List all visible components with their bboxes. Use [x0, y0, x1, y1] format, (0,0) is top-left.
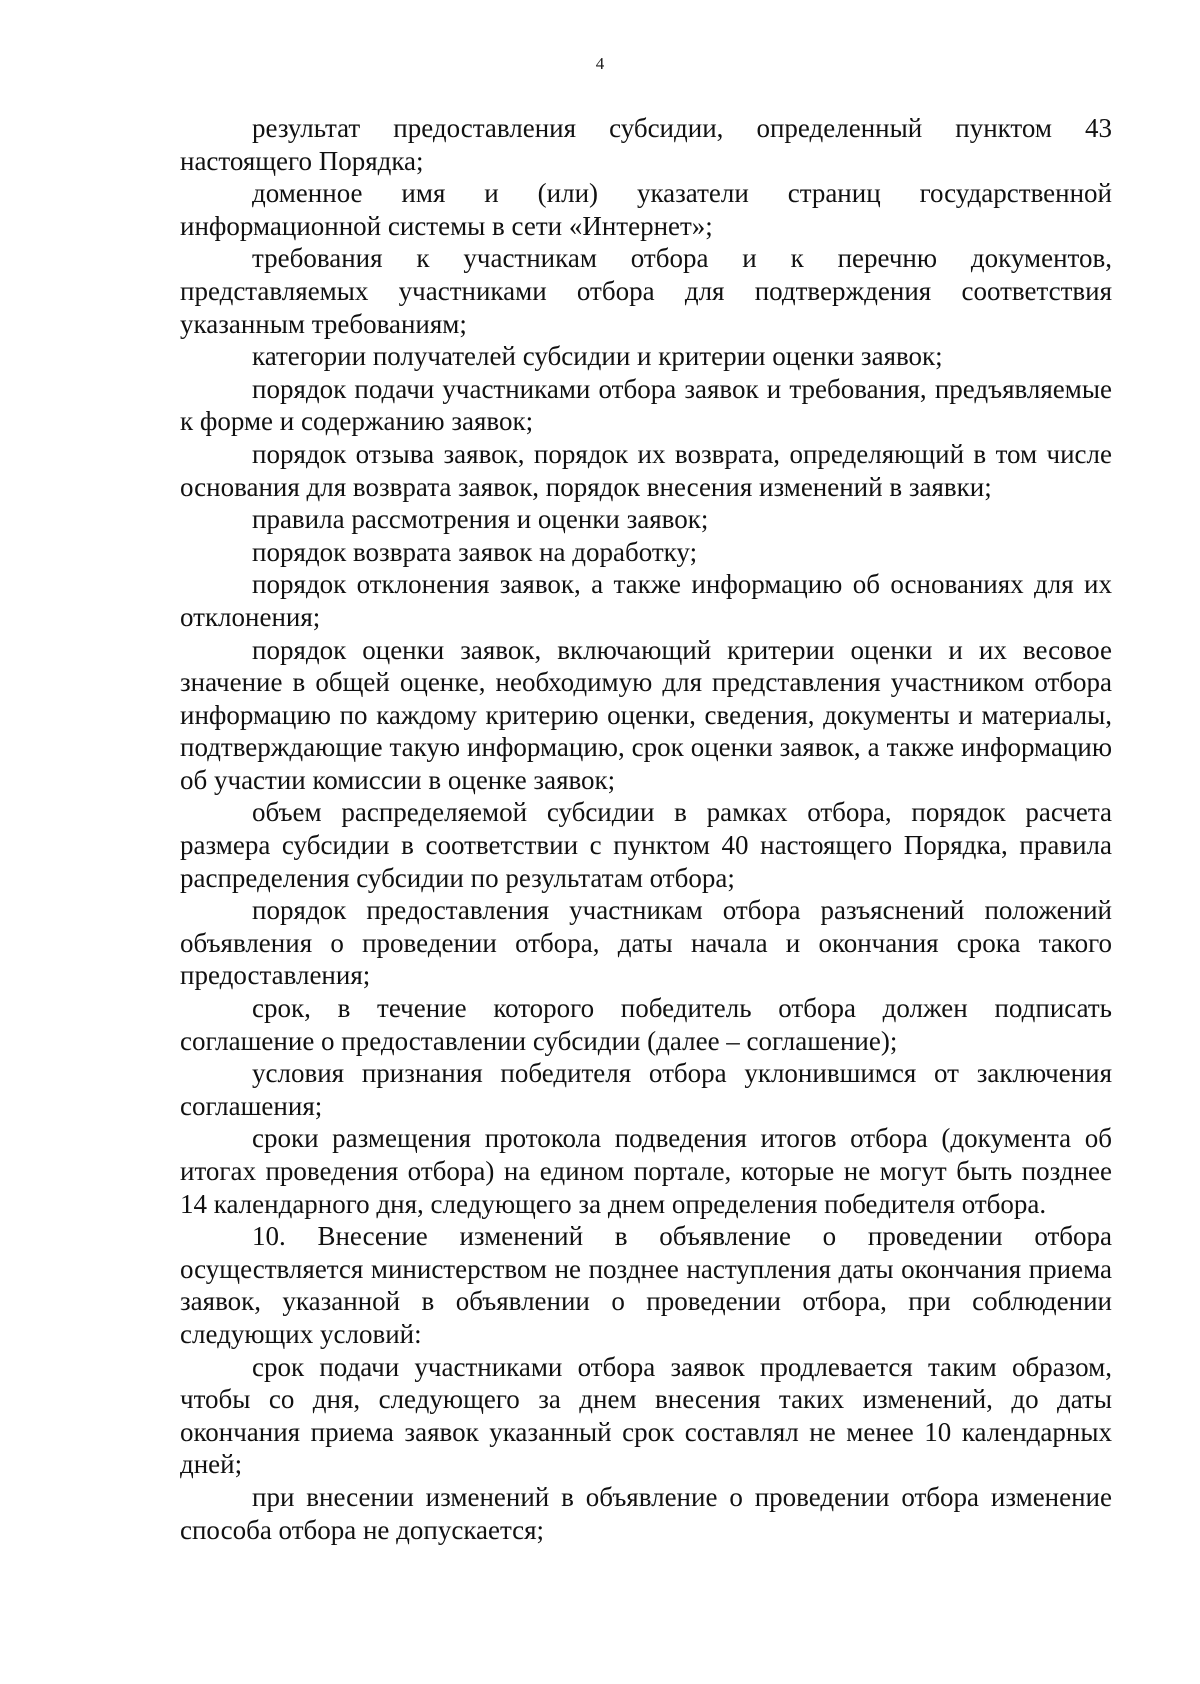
paragraph-17: срок подачи участниками отбора заявок продлевается таким образом, чтобы со дня, следующего за днем внесения таких изменений, до даты окончания приема заявок указанный срок составлял не менее 10 календарных дней;	[180, 1351, 1112, 1480]
paragraph-13: срок, в течение которого победитель отбора должен подписать соглашение о предоставлении субсидии (далее – соглашение);	[180, 993, 1112, 1056]
paragraph-12: порядок предоставления участникам отбора разъяснений положений объявления о проведении отбора, даты начала и окончания срока такого предоставления;	[180, 895, 1112, 991]
paragraph-7: правила рассмотрения и оценки заявок;	[252, 504, 709, 535]
paragraph-4: категории получателей субсидии и критерии оценки заявок;	[252, 341, 943, 372]
paragraph-5: порядок подачи участниками отбора заявок и требования, предъявляемые к форме и содержанию заявок;	[180, 373, 1112, 437]
paragraph-1: результат предоставления субсидии, определенный пунктом 43 настоящего Порядка;	[180, 113, 1112, 176]
page-number: 4	[595, 54, 605, 73]
paragraph-14: условия признания победителя отбора уклонившимся от заключения соглашения;	[180, 1058, 1112, 1121]
paragraph-11: объем распределяемой субсидии в рамках отбора, порядок расчета размера субсидии в соответствии с пунктом 40 настоящего Порядка, правила распределения субсидии по результатам отбора;	[180, 797, 1112, 893]
paragraph-3: требования к участникам отбора и к перечню документов, представляемых участниками отбора для подтверждения соответствия указанным требованиям;	[180, 243, 1112, 339]
paragraph-8: порядок возврата заявок на доработку;	[252, 536, 698, 567]
paragraph-15: сроки размещения протокола подведения итогов отбора (документа об итогах проведения отбора) на едином портале, которые не могут быть позднее 14 календарного дня, следующего за днем определения победителя отбора.	[180, 1123, 1112, 1219]
paragraph-18: при внесении изменений в объявление о проведении отбора изменение способа отбора не допускается;	[180, 1481, 1112, 1545]
paragraph-10: порядок оценки заявок, включающий критерии оценки и их весовое значение в общей оценке, необходимую для представления участником отбора информацию по каждому критерию оценки, сведения, документы и материалы, подтверждающие такую информацию, срок оценки заявок, а также информацию об участии комиссии в оценке заявок;	[180, 634, 1112, 795]
paragraph-6: порядок отзыва заявок, порядок их возврата, определяющий в том числе основания для возврата заявок, порядок внесения изменений в заявки;	[180, 438, 1112, 502]
paragraph-16: 10. Внесение изменений в объявление о проведении отбора осуществляется министерством не позднее наступления даты окончания приема заявок, указанной в объявлении о проведении отбора, при соблюдении следующих условий:	[180, 1221, 1112, 1349]
paragraph-2: доменное имя и (или) указатели страниц государственной информационной системы в сети «Интернет»;	[180, 178, 1112, 241]
paragraph-9: порядок отклонения заявок, а также информацию об основаниях для их отклонения;	[180, 569, 1112, 632]
document-body	[180, 112, 1112, 1546]
